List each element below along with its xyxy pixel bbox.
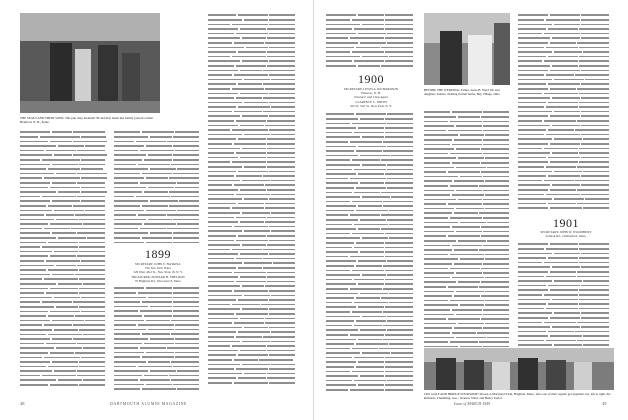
right-page-number: 49 <box>602 401 607 406</box>
class-1901-secretary: SECRETARY, JOHN W. WOODBURY <box>540 230 592 234</box>
class-1900-fund: Treasurer and Class Agent <box>354 95 388 100</box>
class-1899-city: 229 West 43rd St., New York 18, N. Y. <box>133 270 183 275</box>
right-col-3-text-bottom <box>518 242 614 348</box>
class-1899-treasurer: TREASURER, EDWARD H. SHELDON <box>131 274 185 279</box>
left-page-number: 48 <box>20 401 25 406</box>
golf-bridge-photo-caption: 1901 GOLF AND BRIDGE FOURSOME: Shown at Maryland Farm, Brighton, Mass., after one of their regular get-togethers are, left to right, the Richards, Chandling, Geo., Jackson, Ward, and Henry Taylor <box>424 392 611 400</box>
right-col-3-text-top <box>518 13 614 211</box>
class-1899-officers <box>114 262 202 283</box>
left-col-2-text-bottom <box>114 286 202 392</box>
wedding-photo <box>424 13 510 85</box>
right-page-footer: Issue of MARCH 1949 <box>454 401 491 406</box>
right-page <box>314 0 628 420</box>
seals-photo-caption: THE SEALS AND THEIR SONS: This pair may, Kenneth '99 and may made this family portrait at their Bradford, N. H., home. <box>20 116 154 124</box>
right-col-1-text-bottom <box>326 112 416 392</box>
left-col-3-text <box>208 13 298 385</box>
class-1900-agent-address: 410 W. 31st St., New York, N. Y. <box>350 103 392 108</box>
class-1901-address: Lyndon Rd., Chelmsford, Mass. <box>545 234 587 239</box>
class-1901-heading: 1901 <box>553 216 579 230</box>
left-col-2-text-top <box>114 130 202 245</box>
class-1900-agent: CLARENCE C. SMITH <box>355 99 387 104</box>
class-1899-heading: 1899 <box>145 247 171 261</box>
golf-bridge-photo <box>424 348 614 390</box>
wedding-photo-caption: BEFORE THE WEDDING: Father, Jonas B. Ward '00, and daughter, Sandra, chatting in their home, Bay Village, Ohio <box>424 88 500 96</box>
left-col-1-text <box>20 130 108 387</box>
class-1900-heading: 1900 <box>358 72 384 86</box>
class-1901-officers <box>518 230 614 238</box>
class-1900-officers <box>326 87 416 108</box>
left-page-footer: DARTMOUTH ALUMNI MAGAZINE <box>110 401 187 406</box>
class-1900-address: Hanover, N. H. <box>361 91 381 96</box>
class-1899-treasurer-address: 70 Brighton Rd., Worcester 8, Mass. <box>134 278 182 283</box>
class-1899-secretary: SECRETARY, JOHN E. HASKELL <box>134 262 182 266</box>
seals-family-photo <box>20 13 160 113</box>
right-col-1-text-top <box>326 13 416 68</box>
class-1899-address: The New York Times <box>144 266 171 271</box>
class-1900-secretary: SECRETARY, LEWIS A. RICHARDSON <box>343 87 399 91</box>
